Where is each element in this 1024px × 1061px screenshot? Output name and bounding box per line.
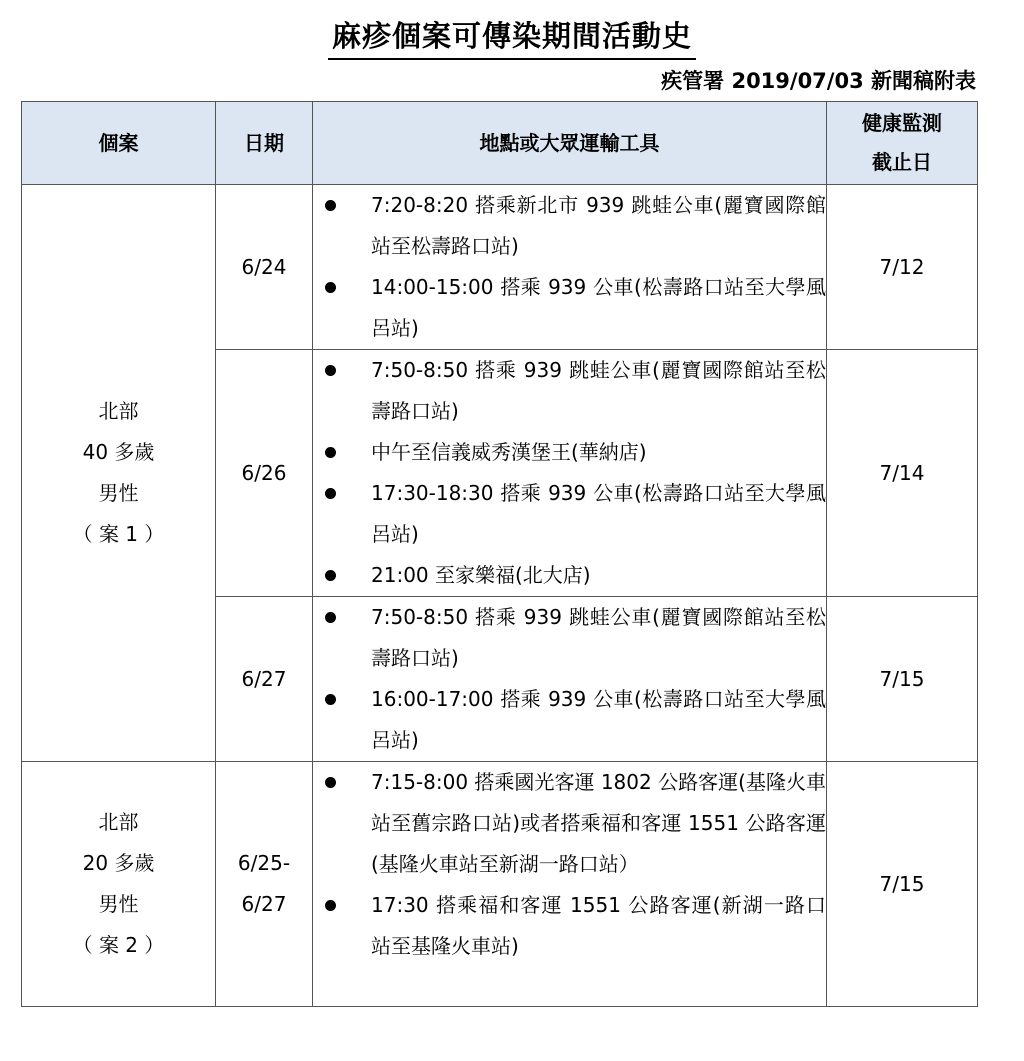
case-2-label <box>22 762 216 1007</box>
header-date: 日期 <box>216 102 313 185</box>
activities-cell <box>313 597 827 762</box>
case-label-line: （ 案 1 ） <box>72 522 165 546</box>
activity-list <box>313 350 826 596</box>
activity-item: 17:30-18:30 搭乘 939 公車(松壽路口站至大學風呂站) <box>313 473 826 555</box>
date-cell <box>216 762 313 1007</box>
activities-cell <box>313 185 827 350</box>
monitor-end-date: 7/12 <box>827 185 978 350</box>
activities-cell <box>313 350 827 597</box>
table-row <box>22 762 978 1007</box>
activity-item: 中午至信義威秀漢堡王(華納店) <box>313 432 826 473</box>
date-cell: 6/24 <box>216 185 313 350</box>
activity-item: 17:30 搭乘福和客運 1551 公路客運(新湖一路口站至基隆火車站) <box>313 885 826 967</box>
case-label-line: 20 多歲 <box>82 851 155 875</box>
activity-list <box>313 597 826 761</box>
activity-item: 21:00 至家樂福(北大店) <box>313 555 826 596</box>
date-line: 6/25- <box>237 851 291 875</box>
date-line: 6/27 <box>241 892 287 916</box>
date-cell: 6/27 <box>216 597 313 762</box>
document-subtitle: 疾管署 2019/07/03 新聞稿附表 <box>661 69 976 93</box>
table-header-row <box>22 102 978 185</box>
activity-item: 7:20-8:20 搭乘新北市 939 跳蛙公車(麗寶國際館站至松壽路口站) <box>313 185 826 267</box>
activity-item: 7:50-8:50 搭乘 939 跳蛙公車(麗寶國際館站至松壽路口站) <box>313 597 826 679</box>
activities-cell <box>313 762 827 1007</box>
case-label-line: （ 案 2 ） <box>72 933 165 957</box>
table-row <box>22 185 978 350</box>
date-cell: 6/26 <box>216 350 313 597</box>
header-location: 地點或大眾運輸工具 <box>313 102 827 185</box>
activity-list <box>313 762 826 967</box>
document-title-text: 麻疹個案可傳染期間活動史 <box>328 16 696 60</box>
monitor-end-date: 7/15 <box>827 597 978 762</box>
case-1-label <box>22 185 216 762</box>
monitor-end-date: 7/15 <box>827 762 978 1007</box>
header-monitor-line1: 健康監測 <box>862 111 942 135</box>
document-title <box>0 16 1024 60</box>
header-monitor-line2: 截止日 <box>872 150 932 174</box>
case-label-line: 北部 <box>98 810 139 834</box>
activity-table <box>21 101 978 1007</box>
monitor-end-date: 7/14 <box>827 350 978 597</box>
case-label-line: 40 多歲 <box>82 440 155 464</box>
activity-list <box>313 185 826 349</box>
case-label-line: 男性 <box>98 892 139 916</box>
header-case: 個案 <box>22 102 216 185</box>
case-label-line: 北部 <box>98 399 139 423</box>
activity-item: 7:15-8:00 搭乘國光客運 1802 公路客運(基隆火車站至舊宗路口站)或者搭乘福和客運 1551 公路客運(基隆火車站至新湖一路口站） <box>313 762 826 885</box>
header-monitor-end <box>827 102 978 185</box>
activity-item: 16:00-17:00 搭乘 939 公車(松壽路口站至大學風呂站) <box>313 679 826 761</box>
case-label-line: 男性 <box>98 481 139 505</box>
activity-item: 14:00-15:00 搭乘 939 公車(松壽路口站至大學風呂站) <box>313 267 826 349</box>
activity-item: 7:50-8:50 搭乘 939 跳蛙公車(麗寶國際館站至松壽路口站) <box>313 350 826 432</box>
